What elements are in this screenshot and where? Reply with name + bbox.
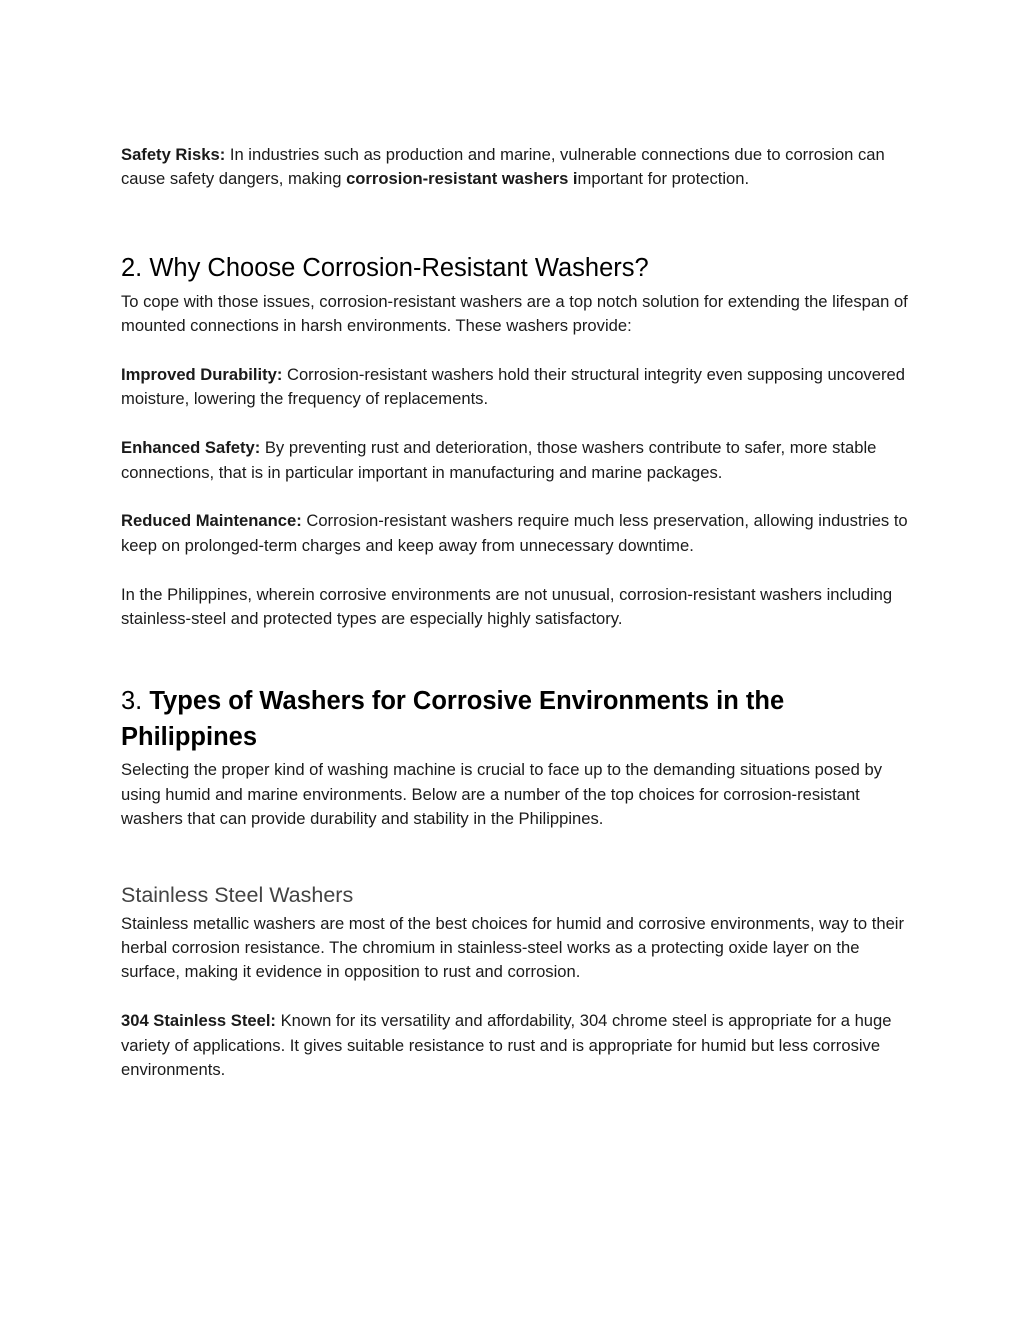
- grade-304-paragraph: [121, 1009, 911, 1082]
- spacer: [121, 485, 911, 509]
- section-3-number: 3.: [121, 687, 143, 716]
- safety-risks-text: In industries such as production and marine, vulnerable connections due to corrosion can cause safety dangers, making: [121, 145, 885, 189]
- spacer: [121, 558, 911, 582]
- safety-risks-label: Safety Risks:: [121, 145, 226, 164]
- benefit-label: Improved Durability:: [121, 365, 283, 385]
- spacer: [121, 985, 911, 1009]
- spacer: [121, 412, 911, 436]
- benefit-label: Reduced Maintenance:: [121, 511, 302, 531]
- spacer: [121, 192, 911, 250]
- section-2-closing: In the Philippines, wherein corrosive environments are not unusual, corrosion-resistant washers including stainless-steel and protected types are especially highly satisfactory.: [121, 584, 893, 629]
- safety-risks-text-end: mportant for protection.: [577, 169, 750, 189]
- grade-304-text: Known for its versatility and affordability, 304 chrome steel is appropriate for a huge variety of applications. It gives suitable resistance to rust and is appropriate for humid but less corrosive environments.: [121, 1011, 892, 1080]
- safety-risks-emphasis: corrosion-resistant washers i: [346, 169, 578, 189]
- benefit-text: Corrosion-resistant washers hold their structural integrity even supposing uncovered moisture, lowering the frequency of replacements.: [121, 365, 905, 409]
- stainless-steel-text: Stainless metallic washers are most of the best choices for humid and corrosive environments, way to their herbal corrosion resistance. The chromium in stainless-steel works as a protecting oxide layer on the surface, making it evidence in opposition to rust and corrosion.: [121, 913, 905, 982]
- section-2-heading: 2. Why Choose Corrosion-Resistant Washers?: [121, 253, 649, 282]
- document-page: [121, 143, 911, 1082]
- section-3-intro: Selecting the proper kind of washing machine is crucial to face up to the demanding situations posed by using humid and marine environments. Below are a number of the top choices for corrosion-resistant washers that can provide durability and stability in the Philippines.: [121, 760, 883, 829]
- safety-risks-paragraph: [121, 143, 911, 192]
- stainless-steel-subheading: Stainless Steel Washers: [121, 882, 354, 907]
- spacer: [121, 339, 911, 363]
- benefit-text: By preventing rust and deterioration, those washers contribute to safer, more stable connections, that is in particular important in manufacturing and marine packages.: [121, 438, 877, 482]
- spacer: [121, 832, 911, 880]
- section-3-heading: [121, 683, 911, 755]
- spacer: [121, 631, 911, 683]
- section-2-intro: To cope with those issues, corrosion-resistant washers are a top notch solution for extending the lifespan of mounted connections in harsh environments. These washers provide:: [121, 291, 908, 336]
- benefit-maintenance: [121, 509, 911, 558]
- benefit-text: Corrosion-resistant washers require much less preservation, allowing industries to keep on prolonged-term charges and keep away from unnecessary downtime.: [121, 511, 908, 555]
- benefit-durability: [121, 363, 911, 412]
- section-3-title: Types of Washers for Corrosive Environments in the Philippines: [121, 687, 785, 752]
- benefit-safety: [121, 436, 911, 485]
- benefit-label: Enhanced Safety:: [121, 438, 261, 458]
- grade-304-label: 304 Stainless Steel:: [121, 1011, 276, 1031]
